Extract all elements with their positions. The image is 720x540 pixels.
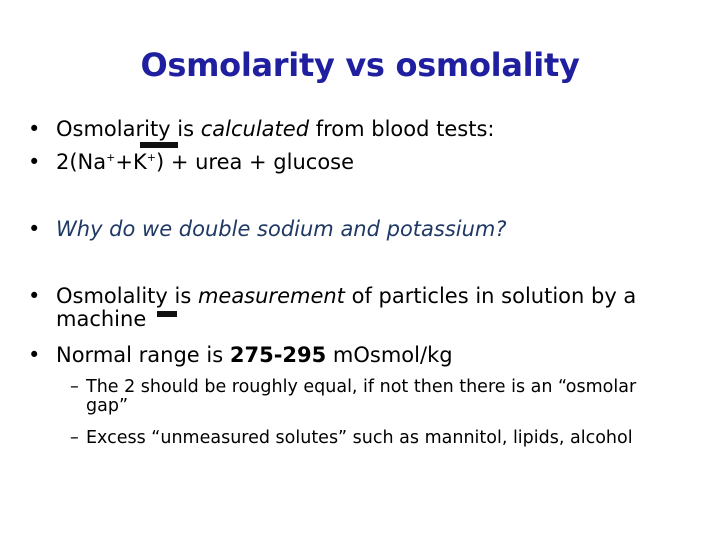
text-pre: Osmolarity is [56, 117, 201, 141]
sub-bullet-text-continuation: gap” [86, 396, 129, 416]
text-pre: Osmolality is [56, 284, 198, 308]
sub-bullet-text: The 2 should be roughly equal, if not then there is an “osmolar [86, 377, 637, 397]
range-value: 275-295 [229, 343, 327, 367]
bullet-marker: • [28, 117, 41, 141]
formula-text [56, 150, 354, 175]
bullet-marker: • [28, 343, 41, 367]
marker-bar [140, 142, 178, 148]
question-text: Why do we double sodium and potassium? [56, 217, 507, 241]
bullet-marker: • [28, 217, 41, 241]
bullet-text [56, 117, 494, 142]
superscript-plus: + [146, 151, 156, 164]
text-post: mOsmol/kg [326, 343, 453, 367]
dash-marker: – [70, 428, 79, 448]
bullet-text [56, 343, 453, 368]
formula-part: 2(Na [56, 150, 107, 174]
superscript-plus: + [106, 151, 116, 164]
text-post: of particles in solution by a [344, 284, 637, 308]
formula-part: ) + urea + glucose [155, 150, 355, 174]
bullet-osmolality [0, 284, 720, 336]
sub-bullet-unmeasured-solutes [0, 428, 720, 450]
slide-title: Osmolarity vs osmolality [140, 46, 580, 84]
bullet-text [56, 284, 636, 309]
text-pre: Normal range is [56, 343, 230, 367]
bullet-formula [0, 150, 720, 176]
dash-marker: – [70, 377, 79, 397]
text-emphasis: calculated [200, 117, 310, 141]
bullet-normal-range [0, 343, 720, 369]
marker-bar [157, 311, 177, 317]
bullet-text-continuation: machine [56, 307, 147, 331]
bullet-marker: • [28, 284, 41, 308]
sub-bullet-osmolar-gap [0, 377, 720, 419]
formula-part: +K [115, 150, 147, 174]
bullet-osmolarity [0, 117, 720, 143]
sub-bullet-text: Excess “unmeasured solutes” such as mannitol, lipids, alcohol [86, 428, 633, 448]
text-post: from blood tests: [309, 117, 495, 141]
text-emphasis: measurement [197, 284, 345, 308]
bullet-marker: • [28, 150, 41, 174]
bullet-question [0, 217, 720, 243]
